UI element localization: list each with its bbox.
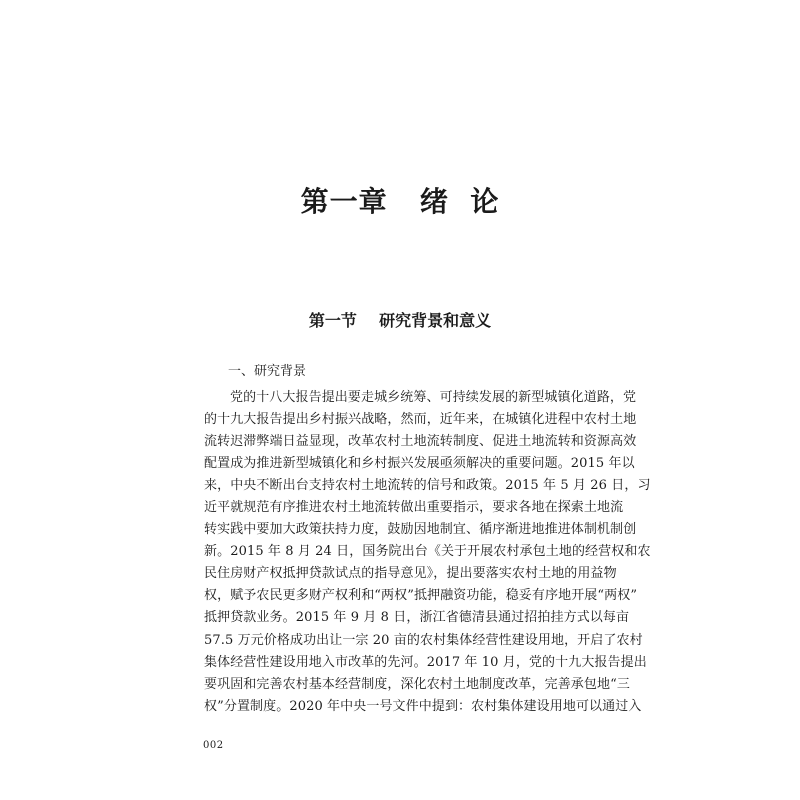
chapter-title: 第一章 绪 论 bbox=[300, 185, 500, 218]
paragraph-line: 57.5 万元价格成功出让一宗 20 亩的农村集体经营性建设用地，开启了农村 bbox=[204, 632, 643, 648]
paragraph-line: 的十九大报告提出乡村振兴战略，然而，近年来，在城镇化进程中农村土地 bbox=[204, 412, 637, 428]
paragraph-line: 权，赋予农民更多财产权利和“两权”抵押融资功能，稳妥有序地开展“两权” bbox=[204, 588, 638, 604]
paragraph-line: 来，中央不断出台支持农村土地流转的信号和政策。2015 年 5 月 26 日，习 bbox=[204, 478, 651, 494]
paragraph-line: 要巩固和完善农村基本经营制度，深化农村土地制度改革，完善承包地“三 bbox=[204, 676, 630, 692]
section-title: 第一节 研究背景和意义 bbox=[308, 311, 492, 330]
paragraph-line: 新。2015 年 8 月 24 日，国务院出台《关于开展农村承包土地的经营权和农 bbox=[204, 544, 651, 560]
paragraph-line: 流转迟滞弊端日益显现，改革农村土地流转制度、促进土地流转和资源高效 bbox=[204, 434, 637, 450]
paragraph-line: 民住房财产权抵押贷款试点的指导意见》，提出要落实农村土地的用益物 bbox=[204, 566, 617, 582]
paragraph-line: 党的十八大报告提出要走城乡统筹、可持续发展的新型城镇化道路，党 bbox=[230, 390, 637, 405]
paragraph-line: 近平就规范有序推进农村土地流转做出重要指示，要求各地在探索土地流 bbox=[204, 500, 624, 516]
paragraph-line: 转实践中要加大政策扶持力度，鼓励因地制宜、循序渐进地推进体制机制创 bbox=[204, 522, 637, 538]
paragraph-line: 配置成为推进新型城镇化和乡村振兴发展亟须解决的重要问题。2015 年以 bbox=[204, 456, 635, 472]
paragraph-line: 抵押贷款业务。2015 年 9 月 8 日，浙江省德清县通过招拍挂方式以每亩 bbox=[204, 610, 630, 626]
subsection-heading: 一、研究背景 bbox=[228, 364, 307, 379]
body-paragraph bbox=[204, 387, 651, 718]
paragraph-line: 权”分置制度。2020 年中央一号文件中提到：农村集体建设用地可以通过入 bbox=[204, 698, 642, 714]
paragraph-line: 集体经营性建设用地入市改革的先河。2017 年 10 月，党的十九大报告提出 bbox=[204, 654, 647, 670]
page-number: 002 bbox=[203, 740, 224, 751]
